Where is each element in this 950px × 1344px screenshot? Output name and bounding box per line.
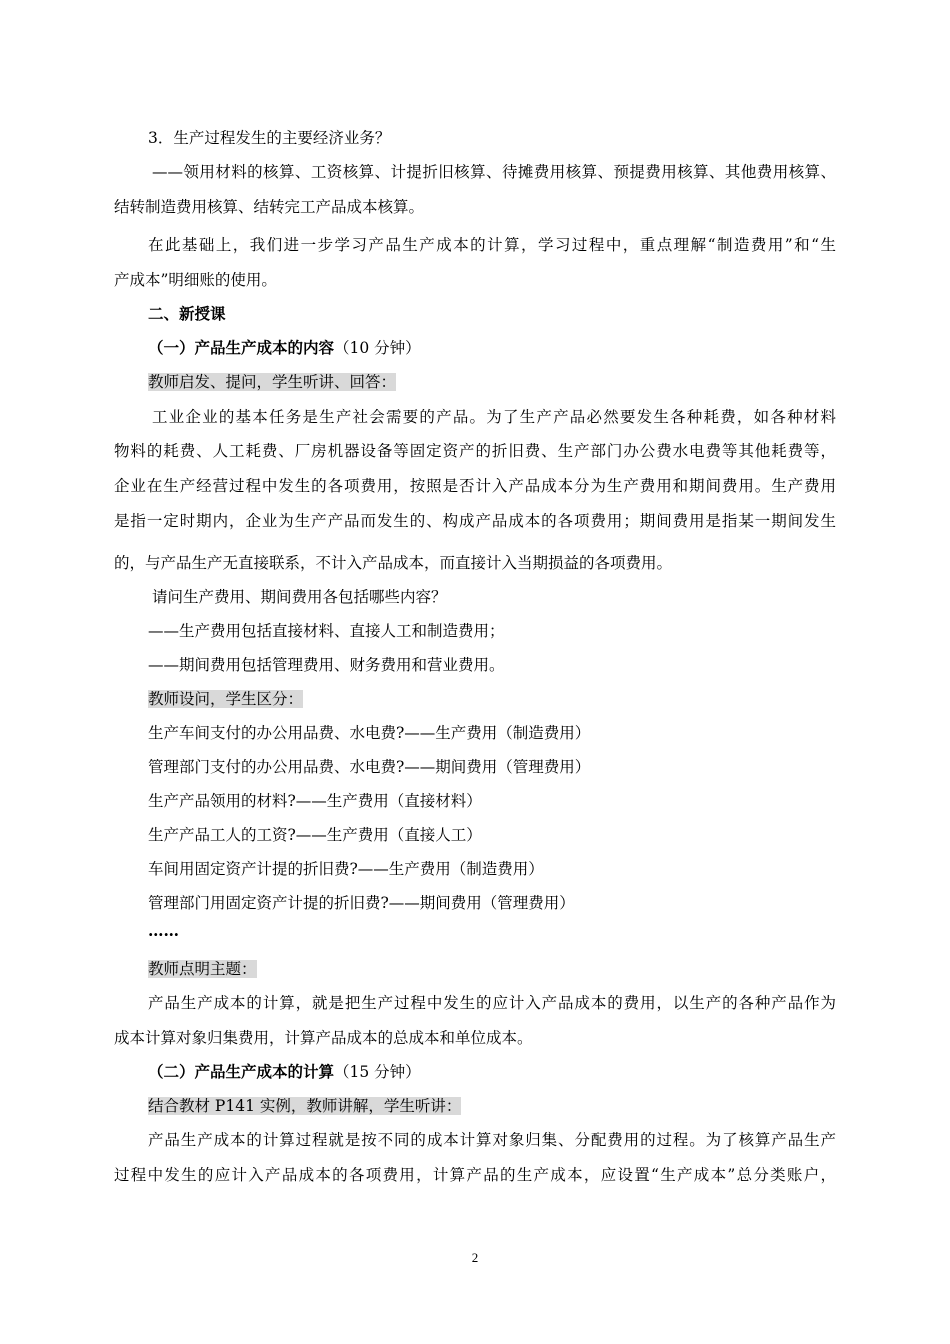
- subsection-duration: （15 分钟）: [334, 1063, 421, 1081]
- subsection-title: （二）产品生产成本的计算: [148, 1062, 335, 1081]
- paragraph-line: 工业企业的基本任务是生产社会需要的产品。为了生产产品必然要发生各种耗费，如各种材料: [152, 408, 836, 426]
- paragraph-line: 的，与产品生产无直接联系，不计入产品成本，而直接计入当期损益的各项费用。: [114, 554, 673, 572]
- answer-line: ——期间费用包括管理费用、财务费用和营业费用。: [148, 656, 505, 674]
- question-line: 请问生产费用、期间费用各包括哪些内容？: [152, 588, 447, 606]
- paragraph-line: 产成本”明细账的使用。: [114, 271, 277, 289]
- example-line: 生产车间支付的办公用品费、水电费?——生产费用（制造费用）: [148, 724, 591, 742]
- subsection-title: （一）产品生产成本的内容: [148, 338, 335, 357]
- paragraph-line: 过程中发生的应计入产品成本的各项费用，计算产品的生产成本，应设置“生产成本”总分类账户，: [114, 1166, 836, 1184]
- teacher-activity-note: 结合教材 P141 实例，教师讲解，学生听讲：: [148, 1097, 462, 1115]
- teacher-activity-note: 教师启发、提问，学生听讲、回答：: [148, 373, 397, 391]
- paragraph-line: ——领用材料的核算、工资核算、计提折旧核算、待摊费用核算、预提费用核算、其他费用核算、: [152, 163, 836, 181]
- paragraph-line: 企业在生产经营过程中发生的各项费用，按照是否计入产品成本分为生产费用和期间费用。生产费用: [114, 477, 836, 495]
- ellipsis: ……: [148, 921, 179, 940]
- paragraph-line: 物料的耗费、人工耗费、厂房机器设备等固定资产的折旧费、生产部门办公费水电费等其他耗费等，: [114, 442, 836, 460]
- example-line: 生产产品领用的材料?——生产费用（直接材料）: [148, 792, 482, 810]
- example-line: 车间用固定资产计提的折旧费?——生产费用（制造费用）: [148, 860, 544, 878]
- example-line: 管理部门用固定资产计提的折旧费?——期间费用（管理费用）: [148, 894, 575, 912]
- teacher-activity-note: 教师点明主题：: [148, 960, 257, 978]
- paragraph-line: 成本计算对象归集费用，计算产品成本的总成本和单位成本。: [114, 1029, 533, 1047]
- paragraph-line: 产品生产成本的计算过程就是按不同的成本计算对象归集、分配费用的过程。为了核算产品生产: [148, 1131, 836, 1149]
- teacher-activity-note: 教师设问，学生区分：: [148, 690, 304, 708]
- paragraph-line: 在此基础上，我们进一步学习产品生产成本的计算，学习过程中，重点理解“制造费用”和“生: [148, 236, 836, 254]
- question-heading-3: 3．生产过程发生的主要经济业务？: [148, 129, 391, 147]
- section-heading-new-lesson: 二、新授课: [148, 304, 226, 323]
- paragraph-line: 是指一定时期内，企业为生产产品而发生的、构成产品成本的各项费用；期间费用是指某一期间发生: [114, 512, 836, 530]
- paragraph-line: 结转制造费用核算、结转完工产品成本核算。: [114, 198, 425, 216]
- answer-line: ——生产费用包括直接材料、直接人工和制造费用；: [148, 622, 505, 640]
- example-line: 管理部门支付的办公用品费、水电费?——期间费用（管理费用）: [148, 758, 591, 776]
- page-number: 2: [471, 1250, 479, 1265]
- example-line: 生产产品工人的工资?——生产费用（直接人工）: [148, 826, 482, 844]
- subsection-heading-1: [148, 338, 421, 358]
- subsection-heading-2: [148, 1062, 421, 1082]
- paragraph-line: 产品生产成本的计算，就是把生产过程中发生的应计入产品成本的费用，以生产的各种产品作为: [148, 994, 836, 1012]
- subsection-duration: （10 分钟）: [334, 339, 421, 357]
